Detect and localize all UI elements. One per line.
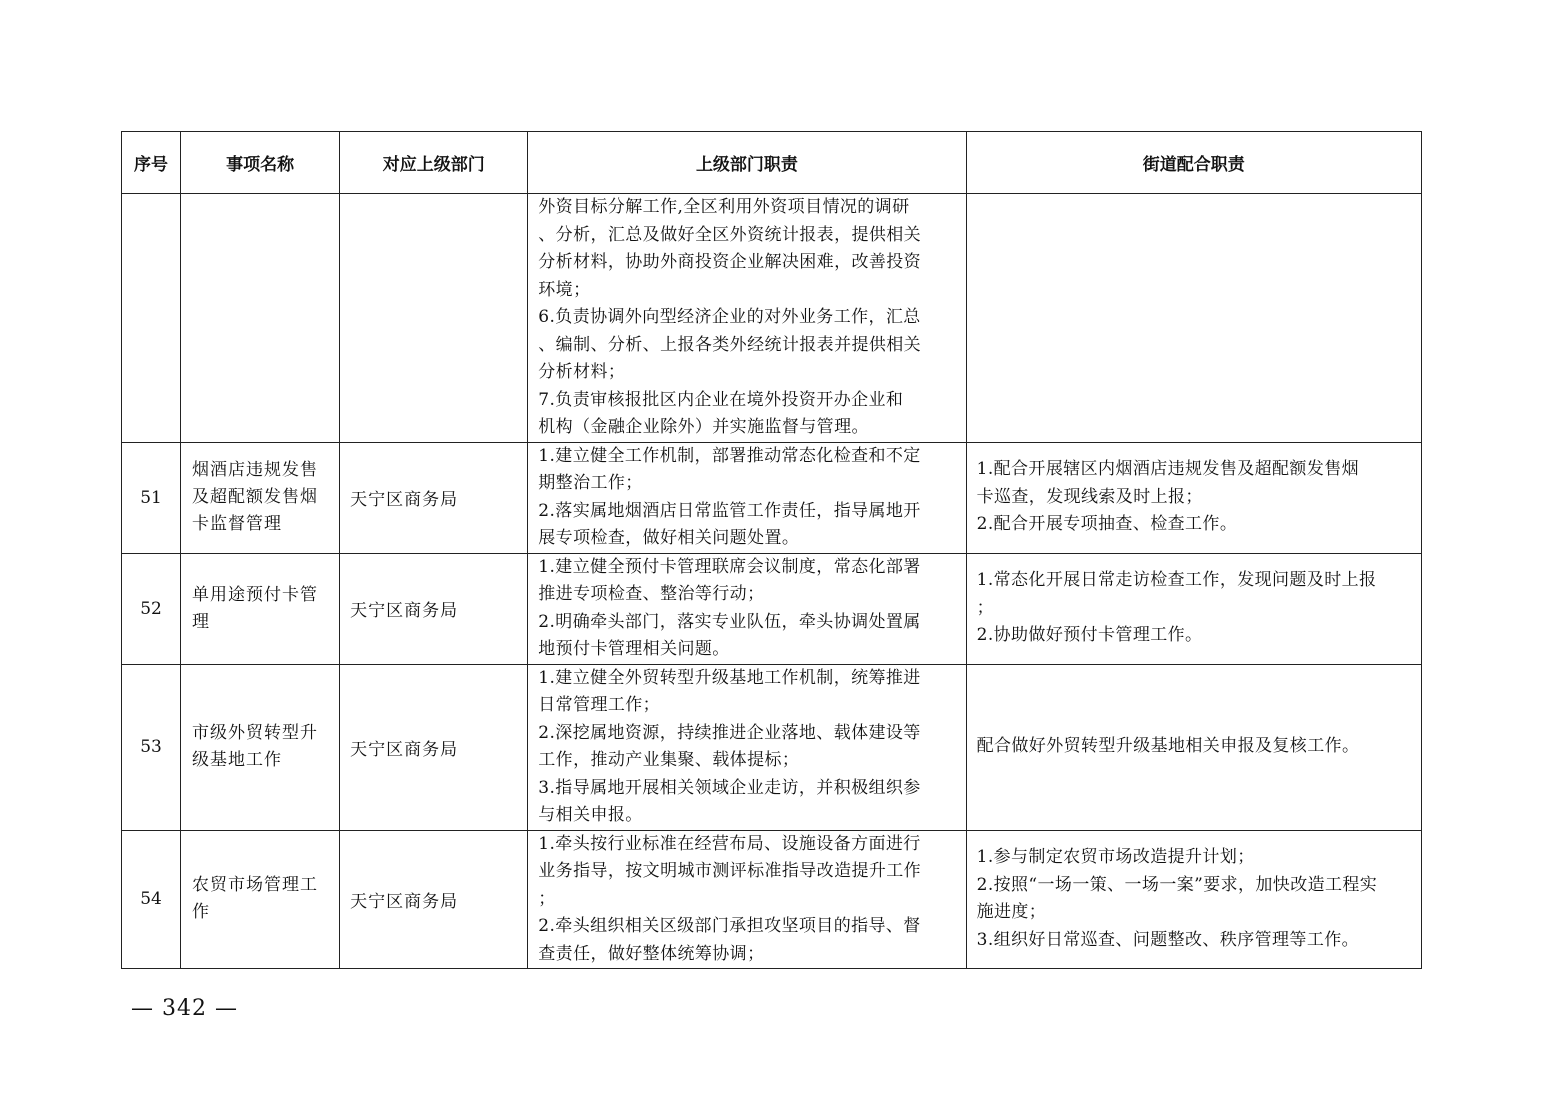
cell-superior-dept [340,194,528,443]
duty-line: 机构（金融企业除外）并实施监督与管理。 [538,417,869,437]
street-line: 配合做好外贸转型升级基地相关申报及复核工作。 [976,736,1360,757]
name-line: 理 [192,611,211,632]
cell-street-duty [966,442,1421,553]
cell-item-name [181,194,340,443]
page-number: — 342 — [131,996,238,1021]
name-line: 级基地工作 [192,750,283,770]
cell-item-name [181,830,340,969]
duty-line: 展专项检查，做好相关问题处置。 [538,528,800,548]
header-street-duty: 街道配合职责 [966,132,1421,194]
table-row-53 [122,664,1422,830]
duty-line: 、分析，汇总及做好全区外资统计报表，提供相关 [538,224,922,245]
cell-street-duty [966,664,1421,830]
duty-line: 与相关申报。 [538,805,643,825]
duty-line: 6.负责协调外向型经济企业的对外业务工作，汇总 [538,307,921,327]
duty-line: 分析材料； [538,362,626,382]
table-row-continuation [122,194,1422,443]
duty-line: 外资目标分解工作,全区利用外资项目情况的调研 [538,197,910,217]
duty-line: 工作，推动产业集聚、载体提标； [538,750,800,770]
name-line: 卡监督管理 [192,514,283,534]
cell-no: 52 [122,553,181,664]
duty-line: 期整治工作； [538,473,643,493]
cell-superior-duty [528,664,966,830]
street-line: 1.参与制定农贸市场改造提升计划； [976,847,1255,868]
duty-line: ； [538,888,556,909]
name-line: 烟酒店违规发售 [192,460,319,480]
duty-line: 1.建立健全外贸转型升级基地工作机制，统筹推进 [538,667,921,688]
street-line: 卡巡查，发现线索及时上报； [976,486,1203,507]
cell-superior-dept: 天宁区商务局 [340,553,528,664]
duty-line: 7.负责审核报批区内企业在境外投资开办企业和 [538,389,904,410]
name-line: 单用途预付卡管 [192,584,319,605]
cell-no: 54 [122,830,181,969]
cell-item-name [181,442,340,553]
duty-line: 1.牵头按行业标准在经营布局、设施设备方面进行 [538,833,921,854]
duty-line: 1.建立健全预付卡管理联席会议制度，常态化部署 [538,556,921,577]
table-row-52 [122,553,1422,664]
name-line: 市级外贸转型升 [192,723,319,743]
duty-line: 2.牵头组织相关区级部门承担攻坚项目的指导、督 [538,916,921,936]
cell-superior-duty [528,553,966,664]
street-line: 1.配合开展辖区内烟酒店违规发售及超配额发售烟 [976,459,1360,480]
street-line: 2.配合开展专项抽查、检查工作。 [976,514,1238,535]
name-line: 作 [192,902,211,923]
header-superior-duty: 上级部门职责 [528,132,966,194]
street-line: 2.协助做好预付卡管理工作。 [976,625,1203,646]
duty-line: 推进专项检查、整治等行动； [538,584,765,604]
cell-superior-dept: 天宁区商务局 [340,830,528,969]
duty-line: 2.落实属地烟酒店日常监管工作责任，指导属地开 [538,500,921,521]
cell-item-name [181,553,340,664]
cell-item-name [181,664,340,830]
duty-line: 地预付卡管理相关问题。 [538,639,730,659]
cell-superior-duty [528,442,966,553]
header-superior-dept: 对应上级部门 [340,132,528,194]
duty-line: 分析材料，协助外商投资企业解决困难，改善投资 [538,252,922,272]
name-line: 农贸市场管理工 [192,875,319,896]
cell-no [122,194,181,443]
cell-superior-duty [528,830,966,969]
street-line: ； [976,597,995,618]
responsibility-table [121,131,1422,969]
duty-line: 、编制、分析、上报各类外经统计报表并提供相关 [538,334,922,355]
duty-line: 查责任，做好整体统筹协调； [538,943,765,964]
cell-superior-duty [528,194,966,443]
duty-line: 环境； [538,279,591,300]
street-line: 3.组织好日常巡查、问题整改、秩序管理等工作。 [976,929,1360,950]
cell-no: 51 [122,442,181,553]
duty-line: 日常管理工作； [538,695,661,715]
header-row [122,132,1422,194]
duty-line: 2.深挖属地资源，持续推进企业落地、载体建设等 [538,722,921,743]
header-item-name: 事项名称 [181,132,340,194]
table-row-54 [122,830,1422,969]
cell-street-duty [966,194,1421,443]
cell-superior-dept: 天宁区商务局 [340,664,528,830]
duty-line: 2.明确牵头部门，落实专业队伍，牵头协调处置属 [538,611,921,632]
cell-no: 53 [122,664,181,830]
street-line: 2.按照“一场一策、一场一案”要求，加快改造工程实 [976,874,1378,895]
cell-superior-dept: 天宁区商务局 [340,442,528,553]
table-row-51 [122,442,1422,553]
street-line: 施进度； [976,902,1047,923]
name-line: 及超配额发售烟 [192,487,319,507]
duty-line: 1.建立健全工作机制，部署推动常态化检查和不定 [538,445,921,466]
duty-line: 3.指导属地开展相关领域企业走访，并积极组织参 [538,777,921,798]
cell-street-duty [966,553,1421,664]
cell-street-duty [966,830,1421,969]
street-line: 1.常态化开展日常走访检查工作，发现问题及时上报 [976,570,1377,591]
duty-line: 业务指导，按文明城市测评标准指导改造提升工作 [538,861,922,881]
header-no: 序号 [122,132,181,194]
